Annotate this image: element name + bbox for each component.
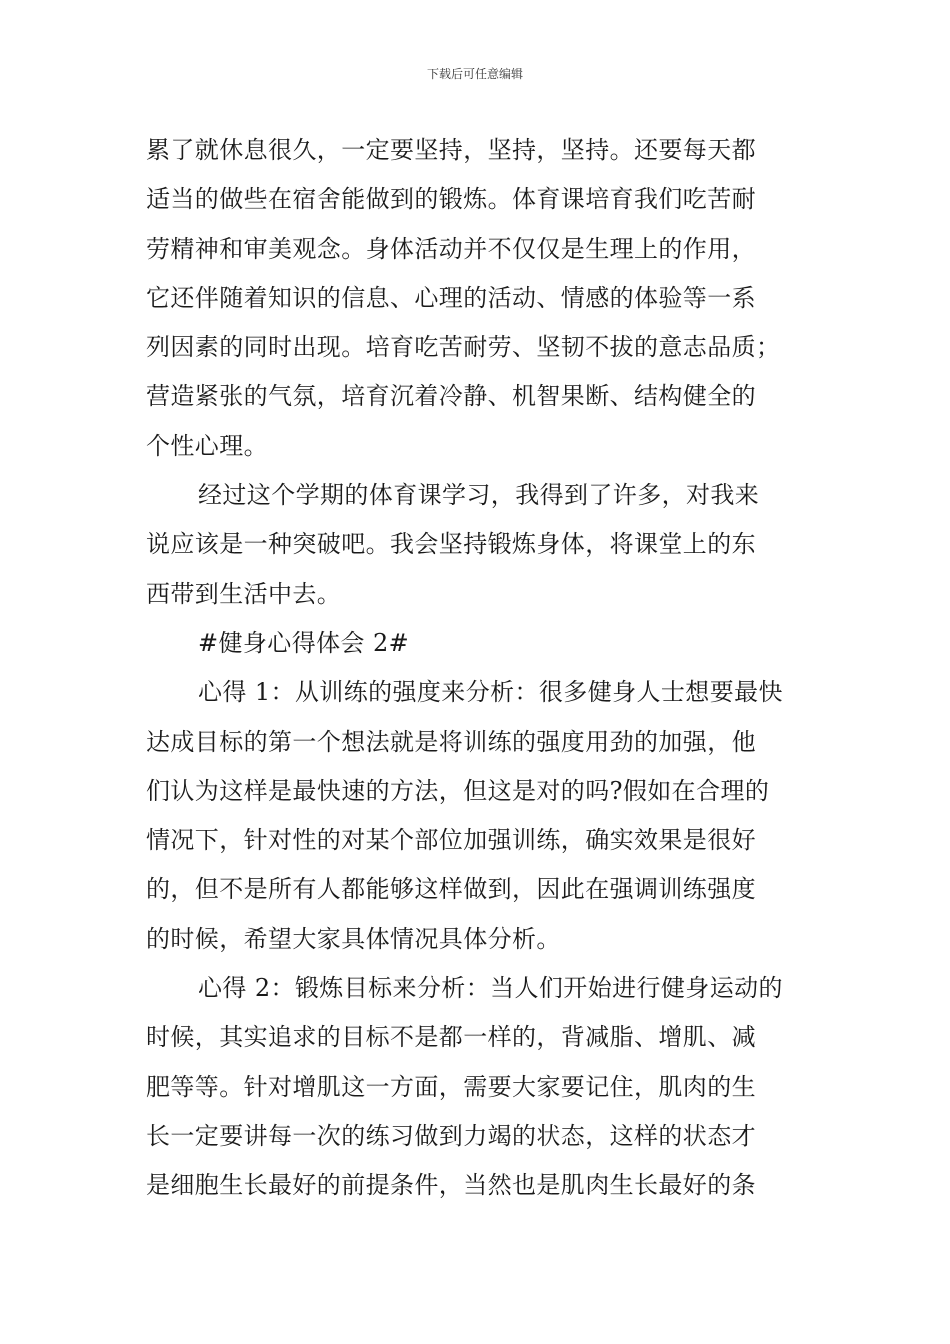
text-line: 西带到生活中去。 (146, 579, 342, 608)
paragraph-start-line: 心得 2：锻炼目标来分析：当人们开始进行健身运动的 (198, 974, 783, 1003)
text-line: 列因素的同时出现。培育吃苦耐劳、坚韧不拔的意志品质； (146, 333, 781, 362)
page-header: 下载后可任意编辑 (426, 67, 523, 81)
text-line: 适当的做些在宿舍能做到的锻炼。体育课培育我们吃苦耐 (146, 185, 756, 214)
text-line: 营造紧张的气氛，培育沉着冷静、机智果断、结构健全的 (146, 382, 756, 411)
text-line: 达成目标的第一个想法就是将训练的强度用劲的加强，他 (146, 727, 756, 756)
text-line: 说应该是一种突破吧。我会坚持锻炼身体，将课堂上的东 (146, 530, 756, 559)
text-line: 肥等等。针对增肌这一方面，需要大家要记住，肌肉的生 (146, 1072, 756, 1101)
text-line: 累了就休息很久，一定要坚持，坚持，坚持。还要每天都 (146, 136, 756, 164)
text-line: 们认为这样是最快速的方法，但这是对的吗?假如在合理的 (146, 776, 770, 805)
text-line: 是细胞生长最好的前提条件，当然也是肌肉生长最好的条 (146, 1171, 756, 1200)
text-line: 的，但不是所有人都能够这样做到，因此在强调训练强度 (146, 875, 756, 904)
text-line: 个性心理。 (146, 431, 268, 460)
text-line: 它还伴随着知识的信息、心理的活动、情感的体验等一系 (146, 283, 756, 312)
section-heading: #健身心得体会 2# (198, 628, 410, 657)
paragraph-start-line: 经过这个学期的体育课学习，我得到了许多，对我来 (198, 481, 760, 510)
text-line: 长一定要讲每一次的练习做到力竭的状态，这样的状态才 (146, 1121, 756, 1150)
text-line: 时候，其实追求的目标不是都一样的，背减脂、增肌、减 (146, 1023, 756, 1052)
text-line: 情况下，针对性的对某个部位加强训练，确实效果是很好 (146, 826, 756, 855)
text-line: 的时候，希望大家具体情况具体分析。 (146, 924, 561, 953)
document-body (146, 126, 810, 1211)
text-line: 劳精神和审美观念。身体活动并不仅仅是生理上的作用， (146, 234, 756, 263)
paragraph-start-line: 心得 1：从训练的强度来分析：很多健身人士想要最快 (198, 678, 783, 707)
